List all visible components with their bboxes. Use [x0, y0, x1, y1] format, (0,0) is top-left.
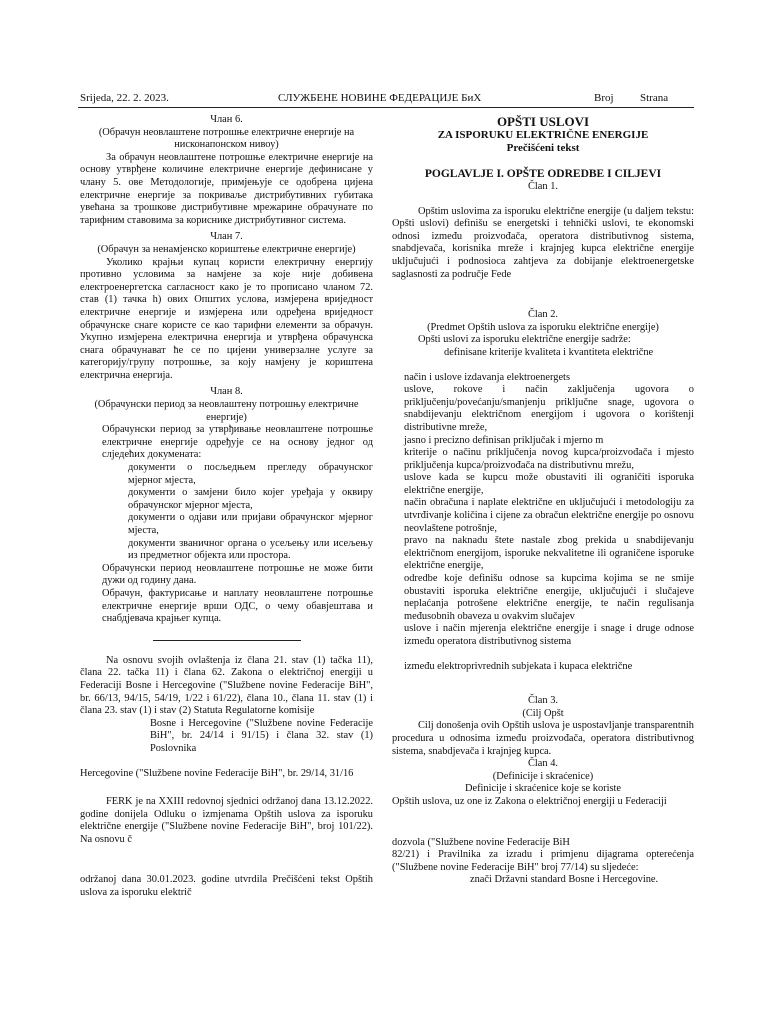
document-title: OPŠTI USLOVI	[496, 114, 590, 129]
article-7-subtitle: (Обрачун за ненамјенско кориштење електричне енергије)	[97, 243, 356, 255]
article-4-paragraph-1: Opštih uslova, uz one iz Zakona o električnoj energiji u Federaciji	[392, 795, 667, 807]
article-2-item-6: uslove kada se kupcu može obustaviti ili ograničiti isporuka električne energije,	[404, 472, 694, 496]
article-2-item-8: pravo na naknadu štete nastale zbog prekida u snabdijevanju električnom energijom, isporuke nekvalitetne ili ograničene isporuke električne energije,	[404, 535, 694, 572]
article-1-heading: Član 1.	[527, 181, 558, 192]
article-2-item-7: način obračuna i naplate električne en uključujući i metodologiju za utvrđivanje količina i cijene za obračun električne energije po osnovu neovlaštene potrošnje,	[404, 497, 694, 534]
header-date: Srijeda, 22. 2. 2023.	[80, 92, 169, 104]
article-2-item-11: između elektroprivrednih subjekata i kupaca električne	[404, 660, 633, 672]
article-7-body: Уколико крајњи купац користи електричну енергију противно условима за намјене за које није добивена електроенергетска сагласност како је то прописано чланом 72. став (1) тачка h) ових Општих услова, измјерена вриједност електричне енергије и измјерена или одређена вриједност обрачунске снаге користе се као тарифни елементи за обрачун. Укупно измјерена електрична енергија и утврђена обрачунска снага обрачунават ће се по цијени универзалне услуге за категорију/групу потрошње, за коју намјену је кориштена електрична енергија.	[80, 256, 373, 381]
document-subtitle-2: Prečišćeni tekst	[506, 142, 580, 154]
article-8-paragraph-3: Обрачун, фактурисање и наплату неовлаштене потрошње електричне енергије врши ОДС, о чему обавјештава и снабдјевача крајњег купца.	[102, 587, 373, 625]
article-8-heading: Члан 8.	[210, 386, 243, 398]
preamble-paragraph-2: FERK je na XXIII redovnoj sjednici održanoj dana 13.12.2022. godine donijela Odluku o izmjenama Opštih uslova za isporuku električne energije ("Službene novine Federacije BiH", broj 101/22). Na osnovu č	[80, 796, 373, 845]
preamble-paragraph-1-cont: Bosne i Hercegovine ("Službene novine Federacije BiH", br. 24/14 i 91/15) i člana 32. stav (1) Poslovnika	[150, 717, 373, 754]
article-3-subtitle: (Cilj Opšt	[522, 707, 564, 719]
article-4-subtitle: (Definicije i skraćenice)	[492, 770, 594, 782]
header-page-label: Strana	[640, 92, 669, 104]
article-2-item-2: način i uslove izdavanja elektroenergets	[404, 371, 570, 383]
article-2-intro: Opšti uslovi za isporuku električne energije sadrže:	[418, 334, 631, 346]
article-4-paragraph-3: 82/21) i Pravilnika za izradu i primjenu dijagrama opterećenja ("Službene novine Federacije BiH" broj 77/14) su sljedeće:	[392, 849, 694, 873]
article-8-intro: Обрачунски период за утврђивање неовлаштене потрошње електричне енергије одређује се на основу једног од слједећих докумената:	[102, 424, 373, 461]
header-rule	[78, 107, 694, 108]
header-publication: СЛУЖБЕНЕ НОВИНЕ ФЕДЕРАЦИЈЕ БиХ	[278, 92, 482, 104]
article-4-intro: Definicije i skraćenice koje se koriste	[464, 783, 622, 795]
article-8-item-1: документи о посљедњем прегледу обрачунског мјерног мјеста,	[128, 462, 373, 486]
article-2-subtitle: (Predmet Opštih uslova za isporuku električne energije)	[427, 321, 659, 333]
article-3-body: Cilj donošenja ovih Opštih uslova je uspostavljanje transparentnih procedura u odnosima između proizvođača, operatora distributivnog sistema, snabdjevača i krajnjeg kupca.	[392, 720, 694, 757]
header-number-label: Broj	[594, 92, 614, 104]
article-2-item-10: uslove i način mjerenja električne energije i snage i druge odnose između operatora distributivnog sistema	[404, 623, 694, 647]
article-8-item-3: документи о одјави или пријави обрачунског мјерног мјеста,	[128, 512, 373, 536]
article-7-heading: Члан 7.	[210, 231, 243, 243]
article-8-item-4: документи званичног органа о усељењу или исељењу из предметног објекта или простора.	[128, 537, 373, 562]
article-8-paragraph-2: Обрачунски период неовлаштене потрошње не може бити дужи од годину дана.	[102, 562, 373, 587]
article-2-item-3: uslove, rokove i način zaključenja ugovora o priključenju/povećanju/smanjenju priključne snage, ugovora o snabdijevanju električnom energijom i ugovora o korištenji distributivne mreže,	[404, 384, 694, 433]
preamble-paragraph-1: Na osnovu svojih ovlaštenja iz člana 21. stav (1) tačka 11), člana 22. tačka 11) i člana 62. Zakona o električnoj energiji u Federaciji Bosne i Hercegovine ("Službene novine Federacije BiH", br. 66/13, 94/15, 54/19, 1/22 i 61/22), člana 10., člana 11. stav (1) i člana 23. stav (1) i stav (2) Statuta Regulatorne komisije	[80, 654, 373, 717]
article-2-item-1: definisane kriterije kvaliteta i kvantiteta električne	[444, 346, 654, 358]
article-2-heading: Član 2.	[527, 309, 558, 321]
article-8-subtitle: (Обрачунски период за неовлаштену потрошњу електричне енергије)	[94, 399, 359, 423]
preamble-paragraph-3: održanoj dana 30.01.2023. godine utvrdila Prečišćeni tekst Opštih uslova za isporuku električ	[80, 874, 373, 899]
chapter-heading: POGLAVLJE I. OPŠTE ODREDBE I CILJEVI	[424, 168, 662, 180]
section-separator	[153, 640, 301, 641]
article-8-item-2: документи о замјени било којег уређаја у оквиру обрачунског мјерног мјеста,	[128, 487, 373, 511]
article-2-item-9: odredbe koje definišu odnose sa kupcima kojima se ne smije obustaviti isporuka električne energije, uključujući i slučajeve neplaćanja potrošene električne energije, te način regulisanja međusobnih obaveza u ovakvim slučajev	[404, 573, 694, 622]
article-1-body: Opštim uslovima za isporuku električne energije (u daljem tekstu: Opšti uslovi) definišu se energetski i tehnički uslovi, te ekonomski odnosi između proizvođača, operatora distributivnog sistema, snabdjevača, korisnika mreže i krajnjeg kupca električne energije uključujući i podnosioca zahtjeva za dobijanje elektroenergetske saglasnosti za područje Fede	[392, 205, 694, 280]
article-6-body: За обрачун неовлаштене потрошње електричне енергије на основу утврђене количине електричне енергије дефинисане у члану 5. ове Методологије, примјењује се одобрена цијена електричне енергије за покриваље дистрибутивних губитака увећана за трошкове дистрибутивне мрежарине обрачунате по тарифним ставовима за кориснике дистрибутивног система.	[80, 151, 373, 226]
article-6-heading: Члан 6.	[210, 114, 243, 125]
preamble-paragraph-1-end: Hercegovine ("Službene novine Federacije BiH", br. 29/14, 31/16	[80, 767, 354, 779]
article-4-paragraph-2: dozvola ("Službene novine Federacije BiH	[392, 836, 570, 848]
left-column	[80, 114, 373, 900]
article-2-item-5: kriterije o načinu priključenja novog kupca/proizvođača i mjesto priključenja kupca/proizvođača na distributivnu mrežu,	[404, 447, 694, 471]
article-2-item-4: jasno i precizno definisan priključak i mjerno m	[404, 434, 604, 446]
article-6-subtitle: (Обрачун неовлаштене потрошње електричне енергије на нисконапонском нивоу)	[98, 126, 355, 151]
article-4-heading: Član 4.	[527, 758, 558, 770]
article-3-heading: Član 3.	[527, 695, 558, 707]
document-subtitle: ZA ISPORUKU ELEKTRIČNE ENERGIJE	[437, 129, 649, 141]
right-column	[392, 114, 694, 887]
article-4-paragraph-4: znači Državni standard Bosne i Hercegovine.	[470, 874, 659, 886]
